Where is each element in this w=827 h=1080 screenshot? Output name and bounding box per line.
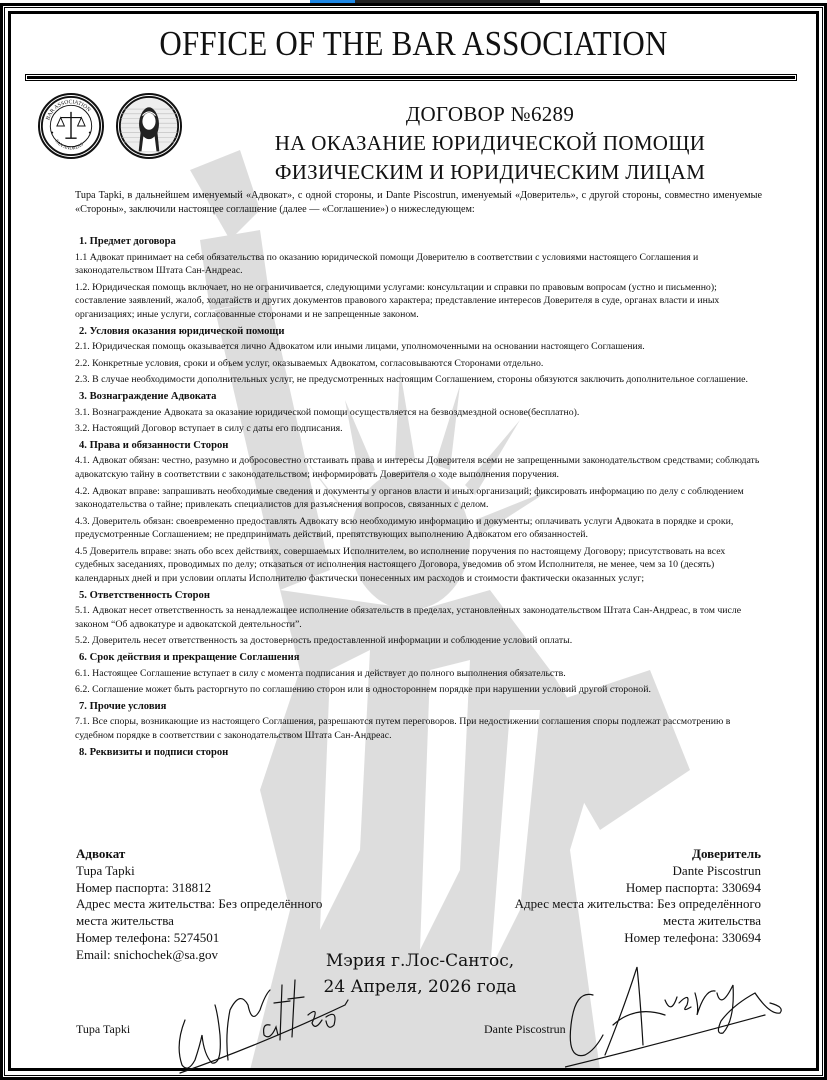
svg-text:BAR ASSOCIATION: BAR ASSOCIATION bbox=[45, 99, 92, 122]
clause-text: 4.3. Доверитель обязан: своевременно предоставлять Адвокату всю необходимую информацию и документы; оплачивать услуги Адвоката в порядке и сроки, предусмотренные Соглашением; не предпринимать действий, препятствующих выполнению Адвокатом его обязанностей. bbox=[75, 515, 734, 541]
client-address-line-1: Адрес места жительства: Без определённого bbox=[514, 896, 761, 912]
office-title: OFFICE OF THE BAR ASSOCIATION bbox=[159, 23, 668, 64]
client-passport: Номер паспорта: 330694 bbox=[625, 879, 761, 895]
section-title: 3. Вознаграждение Адвоката bbox=[79, 390, 217, 402]
clause-text: 6.1. Настоящее Соглашение вступает в силу с момента подписания и действует до полного выполнения обязательств. bbox=[75, 667, 566, 679]
clause-text: 2.2. Конкретные условия, сроки и объем услуг, оказываемых Адвокатом, согласовываются Сторонами отдельно. bbox=[75, 357, 544, 369]
lawyer-role-label: Адвокат bbox=[76, 846, 126, 861]
place-and-date bbox=[300, 948, 540, 1000]
client-name: Dante Piscostrun bbox=[672, 862, 761, 878]
date-label: 24 Апреля, 2026 года bbox=[323, 977, 517, 997]
clause-text: 4.2. Адвокат вправе: запрашивать необходимые сведения и документы у органов власти и иных организаций; фиксировать информацию по делу с соблюдением законодательства о тайне; привлекать специалистов для разъяснения вопросов, связанных с делом. bbox=[75, 485, 744, 511]
svg-text:SAN ANDREAS: SAN ANDREAS bbox=[53, 138, 85, 152]
client-signature-name: Dante Piscostrun bbox=[484, 1022, 566, 1036]
section-title: 2. Условия оказания юридической помощи bbox=[79, 325, 285, 337]
clause-text: 3.1. Вознаграждение Адвоката за оказание юридической помощи осуществляется на безвоздмездной основе(бесплатно). bbox=[75, 406, 580, 418]
clause-text: 1.1 Адвокат принимает на себя обязательства по оказанию юридической помощи Доверителю в соответствии с условиями настоящего Соглашения и законодательством Штата Сан-Андреас. bbox=[75, 251, 699, 277]
clause-text: 5.2. Доверитель несет ответственность за достоверность предоставленной информации и соблюдение условий оплаты. bbox=[75, 635, 573, 647]
clause-text: 1.2. Юридическая помощь включает, но не ограничивается, следующими услугами: консультации и справки по правовым вопросам (устно и письменно); составление заявлений, жалоб, ходатайств и других документов правового характера; представление интересов Доверителя в суде, органах власти и иных организациях; иные услуги, согласованные сторонами и не запрещенные законом. bbox=[75, 281, 720, 320]
clause-text: 2.1. Юридическая помощь оказывается лично Адвокатом или иными лицами, уполномоченными на основании настоящего Соглашения. bbox=[75, 341, 645, 353]
lawyer-details bbox=[76, 846, 396, 964]
city-label: Мэрия г.Лос-Сантос, bbox=[325, 951, 515, 971]
title-divider bbox=[25, 74, 797, 81]
section-title: 1. Предмет договора bbox=[79, 236, 176, 247]
contract-intro: Tupa Tapki, в дальнейшем именуемый «Адвокат», с одной стороны, и Dante Piscostrun, именуемый «Доверитель», с другой стороны, совместно именуемые «Стороны», заключили настоящее соглашение (далее — «Соглашение») о нижеследующем: bbox=[75, 190, 762, 215]
lawyer-email: Email: snichochek@sa.gov bbox=[76, 946, 218, 962]
section-title: 5. Ответственность Сторон bbox=[79, 589, 210, 601]
bar-association-seal-icon bbox=[38, 93, 104, 159]
contract-title-line-1: НА ОКАЗАНИЕ ЮРИДИЧЕСКОЙ ПОМОЩИ bbox=[274, 131, 706, 155]
contract-heading bbox=[160, 100, 820, 187]
client-role-label: Доверитель bbox=[692, 846, 761, 861]
clause-text: 4.5 Доверитель вправе: знать обо всех действиях, совершаемых Исполнителем, во исполнение поручения по настоящему Договору; присутствовать на всех судебных заседаниях, проводимых по делу; отказаться от исполнения настоящего Договора, уведомив об этом Исполнителя, не менее, чем за 10 (десять) календарных дней и при условии оплаты Исполнителю фактически понесенных им расходов и стоимости фактически оказанных услуг; bbox=[75, 545, 726, 585]
section-title: 6. Срок действия и прекращение Соглашения bbox=[79, 652, 300, 664]
contract-title-line-2: ФИЗИЧЕСКИМ И ЮРИДИЧЕСКИМ ЛИЦАМ bbox=[274, 160, 706, 184]
client-details bbox=[441, 846, 761, 947]
section-title: 7. Прочие условия bbox=[79, 700, 167, 712]
lawyer-name: Tupa Tapki bbox=[76, 862, 135, 878]
contract-sections bbox=[75, 232, 765, 761]
lawyer-phone: Номер телефона: 5274501 bbox=[76, 929, 220, 945]
clause-text: 3.2. Настоящий Договор вступает в силу с даты его подписания. bbox=[75, 423, 343, 435]
section-title: 8. Реквизиты и подписи сторон bbox=[79, 746, 229, 758]
lawyer-address-line-2: места жительства bbox=[76, 913, 174, 929]
clause-text: 4.1. Адвокат обязан: честно, разумно и добросовестно отстаивать права и интересы Доверителя всеми не запрещенными законодательством средствами; соблюдать адвокатскую тайну в соответствии с законодательством; информировать Доверителя о ходе выполнения поручения. bbox=[75, 455, 760, 480]
clause-text: 2.3. В случае необходимости дополнительных услуг, не предусмотренных настоящим Соглашением, стороны обязуются заключить дополнительное соглашение. bbox=[75, 374, 748, 386]
clause-text: 5.1. Адвокат несет ответственность за ненадлежащее исполнение обязательств в пределах, установленных законодательством Штата Сан-Андреас, в том числе законом “Об адвокатуре и адвокатской деятельности”. bbox=[75, 605, 742, 630]
lawyer-address-line-1: Адрес места жительства: Без определённого bbox=[76, 896, 323, 912]
client-phone: Номер телефона: 330694 bbox=[624, 929, 761, 945]
section-title: 4. Права и обязанности Сторон bbox=[79, 439, 229, 451]
lawyer-signature-name: Tupa Tapki bbox=[76, 1022, 131, 1036]
client-address-line-2: места жительства bbox=[663, 913, 761, 929]
lawyer-passport: Номер паспорта: 318812 bbox=[76, 879, 212, 895]
contract-number: ДОГОВОР №6289 bbox=[405, 102, 575, 126]
clause-text: 7.1. Все споры, возникающие из настоящего Соглашения, разрешаются путем переговоров. При недостижении соглашения споры подлежат рассмотрению в судебном порядке в соответствии с законодательством Штата Сан-Андреас. bbox=[75, 716, 731, 741]
clause-text: 6.2. Соглашение может быть расторгнуто по соглашению сторон или в одностороннем порядке при нарушении условий другой стороной. bbox=[75, 684, 651, 696]
